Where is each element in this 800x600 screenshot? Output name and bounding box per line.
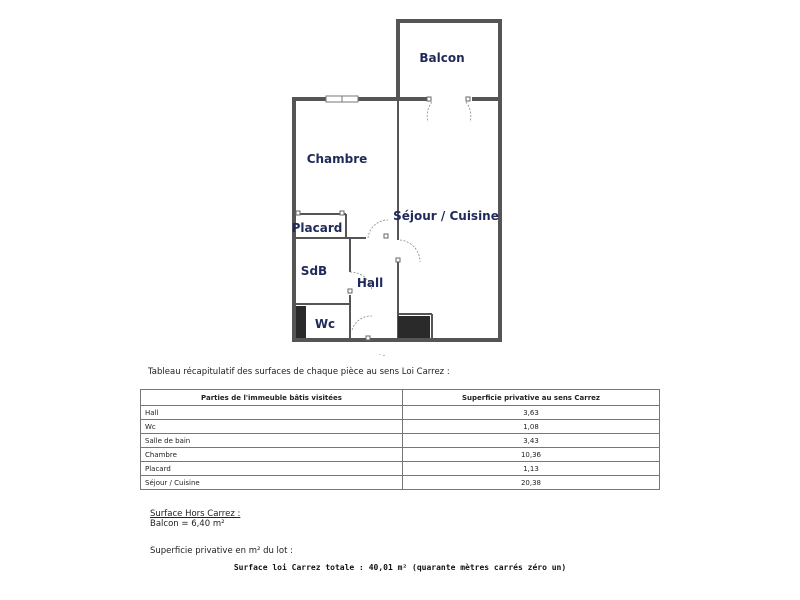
room-label-chambre: Chambre [306, 152, 368, 166]
row-name: Placard [141, 462, 403, 476]
table-row [141, 406, 660, 420]
row-name: Séjour / Cuisine [141, 476, 403, 490]
table-row [141, 462, 660, 476]
room-label-hall: Hall [356, 276, 384, 290]
row-value: 1,13 [402, 462, 659, 476]
total-carrez-surface: Surface loi Carrez totale : 40,01 m² (quarante mètres carrés zéro un) [233, 563, 567, 572]
room-label-sdb: SdB [300, 264, 328, 278]
row-value: 1,08 [402, 420, 659, 434]
row-name: Salle de bain [141, 434, 403, 448]
table-row [141, 448, 660, 462]
row-name: Wc [141, 420, 403, 434]
table-row [141, 420, 660, 434]
column-header-parties: Parties de l'immeuble bâtis visitées [141, 390, 403, 406]
row-value: 3,63 [402, 406, 659, 420]
room-label-placard: Placard [291, 221, 343, 235]
row-value: 3,43 [402, 434, 659, 448]
lot-surface-label: Superficie privative en m² du lot : [150, 546, 294, 556]
room-label-wc: Wc [314, 317, 336, 331]
room-label-balcon: Balcon [419, 51, 465, 65]
row-name: Chambre [141, 448, 403, 462]
table-row [141, 434, 660, 448]
table-row [141, 476, 660, 490]
room-label-sejour: Séjour / Cuisine [393, 209, 499, 223]
sejour-appliance [398, 316, 430, 338]
wc-appliance [296, 306, 306, 338]
surface-table [140, 389, 660, 490]
hors-carrez-value: Balcon = 6,40 m² [150, 519, 225, 529]
row-value: 20,38 [402, 476, 659, 490]
svg-text:· -: · - [379, 352, 385, 359]
row-name: Hall [141, 406, 403, 420]
row-value: 10,36 [402, 448, 659, 462]
column-header-superficie: Superficie privative au sens Carrez [402, 390, 659, 406]
hors-carrez-title: Surface Hors Carrez : [150, 509, 241, 519]
table-caption: Tableau récapitulatif des surfaces de chaque pièce au sens Loi Carrez : [148, 367, 450, 377]
table-header-row [141, 390, 660, 406]
